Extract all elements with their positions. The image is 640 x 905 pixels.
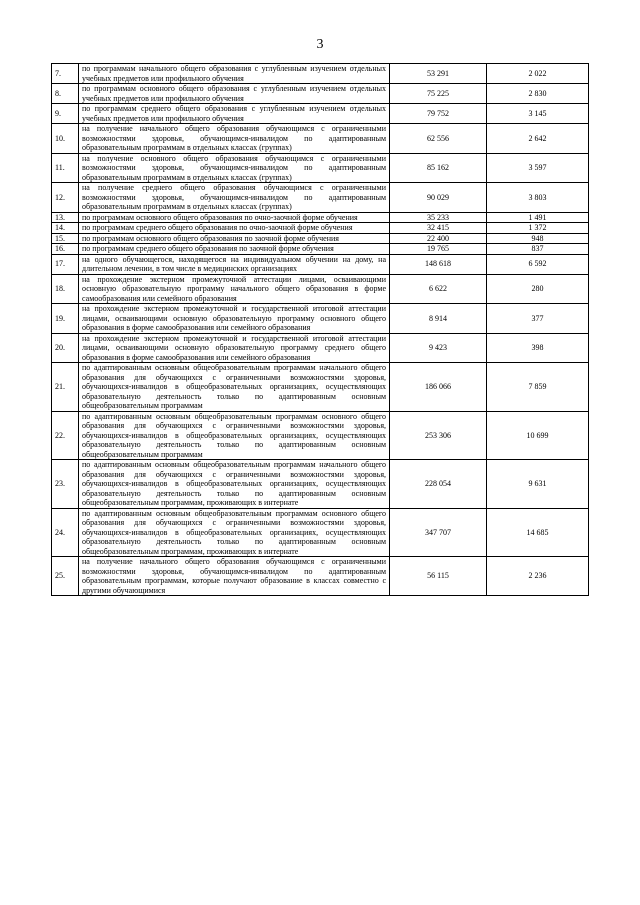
table-body [52,64,589,596]
row-value-1: 53 291 [390,64,487,84]
row-value-2: 3 597 [487,153,589,183]
table-row [52,84,589,104]
row-value-2: 948 [487,233,589,244]
row-value-1: 35 233 [390,212,487,223]
row-description: на получение среднего общего образования обучающимся с ограниченными возможностями здоровья, обучающимся-инвалидом по адаптированным образовательным программам в отдельных классах (группах) [79,183,390,213]
row-value-2: 3 803 [487,183,589,213]
table-row [52,153,589,183]
table-row [52,244,589,255]
page-number: 3 [316,37,324,52]
row-value-1: 8 914 [390,304,487,334]
row-value-1: 90 029 [390,183,487,213]
row-value-2: 837 [487,244,589,255]
table-row [52,304,589,334]
row-number: 25. [52,557,79,596]
row-description: по программам среднего общего образования по заочной форме обучения [79,244,390,255]
row-number: 16. [52,244,79,255]
row-value-1: 228 054 [390,460,487,509]
row-value-1: 22 400 [390,233,487,244]
row-number: 12. [52,183,79,213]
row-description: по программам среднего общего образования по очно-заочной форме обучения [79,223,390,234]
row-value-1: 62 556 [390,124,487,154]
row-value-2: 3 145 [487,104,589,124]
row-number: 22. [52,411,79,460]
row-value-1: 32 415 [390,223,487,234]
row-value-2: 2 022 [487,64,589,84]
row-description: на получение основного общего образования обучающимся с ограниченными возможностями здоровья, обучающимся-инвалидом по адаптированным образовательным программам в отдельных классах (группах) [79,153,390,183]
row-value-1: 19 765 [390,244,487,255]
row-value-2: 9 631 [487,460,589,509]
row-description: на прохождение экстерном промежуточной и государственной итоговой аттестации лицами, осваивающими основную образовательную программу среднего общего образования в форме самообразования или семейного образования [79,333,390,363]
row-value-2: 2 236 [487,557,589,596]
row-number: 24. [52,508,79,557]
row-value-2: 1 491 [487,212,589,223]
row-description: на получение начального общего образования обучающимся с ограниченными возможностями здоровья, обучающимся-инвалидом по адаптированным образовательным программам, которые получают образование в классах совместно с другими обучающимися [79,557,390,596]
row-description: на прохождение экстерном промежуточной аттестации лицами, осваивающими основную образовательную программу начального общего образования в форме самообразования или семейного образования [79,274,390,304]
row-value-2: 1 372 [487,223,589,234]
row-value-1: 9 423 [390,333,487,363]
row-description: по программам начального общего образования с углубленным изучением отдельных учебных предметов или профильного обучения [79,64,390,84]
table-row [52,363,589,412]
row-description: на получение начального общего образования обучающимся с ограниченными возможностями здоровья, обучающимся-инвалидом по адаптированным образовательным программам в отдельных классах (группах) [79,124,390,154]
table-row [52,254,589,274]
table-row [52,274,589,304]
row-value-2: 6 592 [487,254,589,274]
row-description: по программам основного общего образования по очно-заочной форме обучения [79,212,390,223]
row-value-2: 377 [487,304,589,334]
table-row [52,104,589,124]
row-number: 7. [52,64,79,84]
row-value-1: 186 066 [390,363,487,412]
row-value-2: 14 685 [487,508,589,557]
row-value-2: 2 642 [487,124,589,154]
row-description: по адаптированным основным общеобразовательным программам основного общего образования для обучающихся с ограниченными возможностями здоровья, обучающихся-инвалидов в общеобразовательных организациях, осуществляющих образовательную деятельность только по адаптированным основным общеобразовательным программам, проживающих в интернате [79,508,390,557]
row-number: 18. [52,274,79,304]
row-number: 9. [52,104,79,124]
table-row [52,223,589,234]
row-value-1: 6 622 [390,274,487,304]
row-description: по программам основного общего образования по заочной форме обучения [79,233,390,244]
table-row [52,183,589,213]
row-number: 21. [52,363,79,412]
row-description: по адаптированным основным общеобразовательным программам начального общего образования для обучающихся с ограниченными возможностями здоровья, обучающихся-инвалидов в общеобразовательных организациях, осуществляющих образовательную деятельность только по адаптированным основным общеобразовательным программам, проживающих в интернате [79,460,390,509]
row-number: 14. [52,223,79,234]
table-row [52,64,589,84]
row-value-2: 7 859 [487,363,589,412]
row-value-1: 79 752 [390,104,487,124]
row-value-1: 347 707 [390,508,487,557]
row-number: 13. [52,212,79,223]
row-description: по программам основного общего образования с углубленным изучением отдельных учебных предметов или профильного обучения [79,84,390,104]
table-row [52,557,589,596]
row-number: 10. [52,124,79,154]
table-row [52,508,589,557]
row-value-1: 148 618 [390,254,487,274]
row-description: на одного обучающегося, находящегося на индивидуальном обучении на дому, на длительном лечении, в том числе в медицинских организациях [79,254,390,274]
tariff-table [51,63,589,596]
row-value-2: 10 699 [487,411,589,460]
row-number: 19. [52,304,79,334]
row-value-2: 2 830 [487,84,589,104]
row-value-2: 398 [487,333,589,363]
row-value-1: 56 115 [390,557,487,596]
table-row [52,212,589,223]
row-description: по адаптированным основным общеобразовательным программам основного общего образования для обучающихся с ограниченными возможностями здоровья, обучающихся-инвалидов в общеобразовательных организациях, осуществляющих образовательную деятельность только по адаптированным основным общеобразовательным программам [79,411,390,460]
row-number: 17. [52,254,79,274]
table-row [52,124,589,154]
table-row [52,233,589,244]
row-number: 15. [52,233,79,244]
row-number: 20. [52,333,79,363]
row-value-1: 75 225 [390,84,487,104]
row-number: 23. [52,460,79,509]
row-description: на прохождение экстерном промежуточной и государственной итоговой аттестации лицами, осваивающими основную образовательную программу основного общего образования в форме самообразования или семейного образования [79,304,390,334]
table-row [52,411,589,460]
row-number: 11. [52,153,79,183]
table-row [52,460,589,509]
table-row [52,333,589,363]
row-value-2: 280 [487,274,589,304]
row-value-1: 253 306 [390,411,487,460]
row-number: 8. [52,84,79,104]
row-description: по адаптированным основным общеобразовательным программам начального общего образования для обучающихся с ограниченными возможностями здоровья, обучающихся-инвалидов в общеобразовательных организациях, осуществляющих образовательную деятельность только по адаптированным основным общеобразовательным программам [79,363,390,412]
row-value-1: 85 162 [390,153,487,183]
row-description: по программам среднего общего образования с углубленным изучением отдельных учебных предметов или профильного обучения [79,104,390,124]
